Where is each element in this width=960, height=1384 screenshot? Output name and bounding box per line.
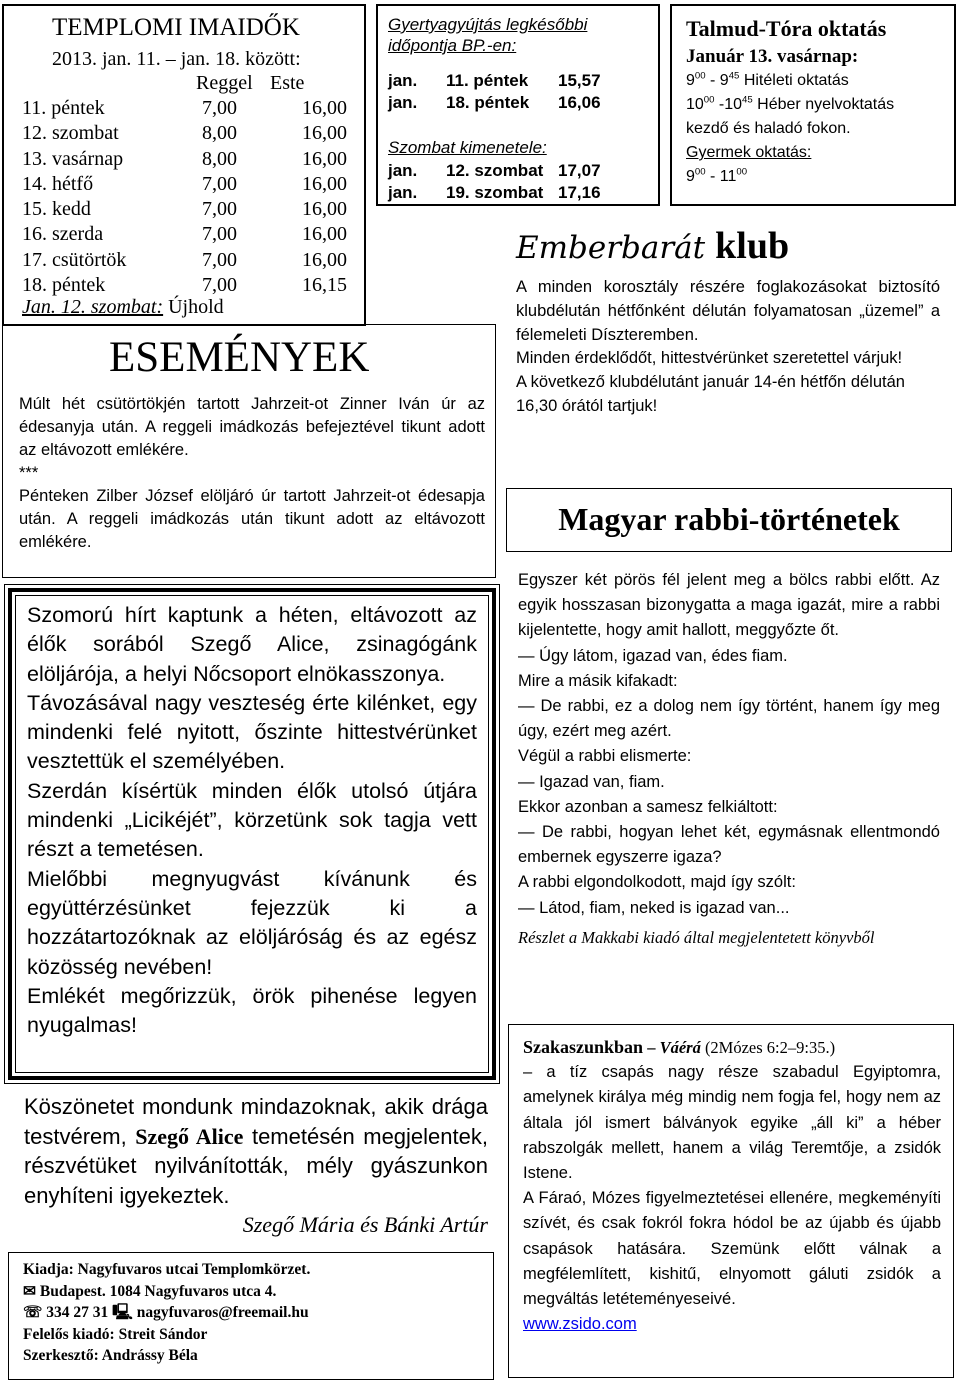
- computer-icon: 🖳: [108, 1304, 137, 1322]
- publisher-contact: ☏ 334 27 31 🖳 nagyfuvaros@freemail.hu: [23, 1304, 309, 1322]
- envelope-icon: ✉: [23, 1282, 40, 1300]
- schedule-box: [2, 4, 366, 326]
- thanks-name: Szegő Alice: [135, 1123, 244, 1149]
- parasha-paragraph-2: A Fáraó, Mózes figyelmeztetései ellenére, megkeményíti szívét, és csak fokról fokra hódol be az újabb és újabb csapások hatására. Szemünk előtt válnak a megfélemlített, kishitű, elnyomott gáluti zsidók a megváltás letéteményeseivé.: [523, 1189, 941, 1309]
- publisher-box: [8, 1252, 494, 1380]
- obituary-paragraph-3: Szerdán kísértük minden élők utolsó útjára mindenki „Licikéjét”, körzetünk sok tagja vett részt a temetésen.: [27, 778, 477, 862]
- story-line: Mire a másik kifakadt:: [518, 671, 678, 690]
- story-line: — Látod, fiam, neked is igazad van...: [518, 898, 790, 917]
- club-paragraph-1: A minden korosztály részére foglakozásokat biztosító klubdélután hétfőnként délután folyamatosan „üzemel” a félemeleti Díszteremben.: [516, 278, 940, 344]
- story-line: — De rabbi, hogyan lehet két, egymásnak ellentmondó embernek egyszerre igaza?: [518, 823, 940, 867]
- shabbat-out-rows: [388, 160, 601, 204]
- stories-title-box: [506, 488, 952, 552]
- story-source: Részlet a Makkabi kiadó által megjelentetett könyvből: [518, 927, 875, 947]
- publisher-body: [23, 1259, 310, 1367]
- publisher-editor: Szerkesztő: Andrássy Béla: [23, 1347, 198, 1365]
- obituary-body: [27, 601, 477, 1040]
- schedule-title: TEMPLOMI IMAIDŐK: [52, 14, 300, 41]
- stories-body: [518, 568, 940, 950]
- schedule-row: 17. csütörtök 7,00 16,00: [22, 248, 347, 271]
- shabbat-out-title: Szombat kimenetele:: [388, 138, 547, 157]
- club-paragraph-2: Minden érdeklődőt, hittestvérünket szeretettel várjuk!: [516, 349, 903, 368]
- talmud-line-1: $9^{00} - 9^{45}$ Hitéleti oktatás: [686, 70, 849, 89]
- candle-row: jan. 18. péntek 16,06: [388, 93, 601, 112]
- parasha-body: [523, 1035, 941, 1337]
- schedule-row: 18. péntek 7,00 16,15: [22, 274, 347, 297]
- phone-icon: ☏: [23, 1304, 47, 1322]
- obituary-paragraph-2: Távozásával nagy veszteség érte kilénket, egy mindenki felé nyitott, őszinte hittestvérünket vesztettük el személyében.: [27, 690, 477, 774]
- events-paragraph-1: Múlt hét csütörtökjén tartott Jahrzeit-ot Zinner Iván úr az édesanyja után. A reggeli imádkozás befejeztével tikunt adott az eltávozott emlékére.: [19, 395, 485, 459]
- schedule-row: 12. szombat 8,00 16,00: [22, 122, 347, 145]
- club-body: [516, 276, 940, 419]
- thanks-section: [24, 1092, 488, 1240]
- club-paragraph-3: A következő klubdélutánt január 14-én hétfőn délután 16,30 órától tartjuk!: [516, 373, 905, 415]
- events-separator: ***: [19, 464, 39, 482]
- kids-times: $9^{00} - 11^{00}$: [686, 166, 748, 185]
- story-line: A rabbi elgondolkodott, majd így szólt:: [518, 873, 796, 892]
- schedule-col-morning: Reggel: [196, 72, 253, 94]
- schedule-note-label: Jan. 12. szombat:: [22, 296, 164, 318]
- club-title: [516, 224, 940, 276]
- talmud-line-2: $10^{00}$ $-10^{45}$ Héber nyelvoktatás: [686, 94, 895, 113]
- club-title-script: Emberbarát: [516, 230, 706, 266]
- parasha-heading: Szakaszunkban – Váérá (2Mózes 6:2–9:35.): [523, 1037, 836, 1057]
- parasha-label: Szakaszunkban: [523, 1037, 644, 1057]
- publisher-email[interactable]: nagyfuvaros@freemail.hu: [136, 1304, 309, 1322]
- obituary-paragraph-4: Mielőbbi megnyugvást kívánunk és együttérzésünket fejezzük ki a hozzátartozóknak az elöljáróság és az egész közösség nevében!: [27, 866, 477, 979]
- story-line: Ekkor azonban a samesz felkiáltott:: [518, 797, 778, 816]
- candle-row: jan. 11. péntek 15,57: [388, 71, 601, 90]
- schedule-row: 14. hétfő 7,00 16,00: [22, 172, 347, 195]
- story-line: Egyszer két pörös fél jelent meg a bölcs rabbi előtt. Az egyik hosszasan bizonygatta a maga igazát, mire a rabbi kijelentette, hogy amit hallott, meggyőzte őt.: [518, 571, 940, 640]
- schedule-row: 16. szerda 7,00 16,00: [22, 223, 347, 246]
- story-line: — Úgy látom, igazad van, édes fiam.: [518, 646, 788, 665]
- story-line: — De rabbi, ez a dolog nem így történt, hanem így meg úgy, ezért meg azért.: [518, 697, 940, 741]
- events-box: [2, 324, 496, 578]
- candle-rows: [388, 70, 601, 114]
- story-line: Végül a rabbi elismerte:: [518, 747, 692, 766]
- club-section: [516, 224, 940, 419]
- schedule-table: [22, 96, 347, 298]
- events-body: [19, 393, 485, 554]
- schedule-range: 2013. jan. 11. – jan. 18. között:: [52, 48, 301, 70]
- schedule-row: 13. vasárnap 8,00 16,00: [22, 147, 347, 170]
- events-paragraph-2: Pénteken Zilber József elöljáró úr tartott Jahrzeit-ot édesapja után. A reggeli imádkozás után tikunt adott az eltávozott emlékére.: [19, 487, 485, 551]
- candle-title: Gyertyagyújtás legkésőbbi időpontja BP.-en:: [388, 15, 588, 55]
- parasha-ref: (2Mózes 6:2–9:35.): [700, 1038, 836, 1057]
- schedule-note: [22, 296, 224, 319]
- schedule-note-value: Újhold: [163, 296, 224, 318]
- obituary-paragraph-1: Szomorú hírt kaptunk a héten, eltávozott az élők sorából Szegő Alice, zsinagógánk elöljárója, a helyi Nőcsoport elnökasszonya.: [27, 603, 477, 686]
- schedule-row: 11. péntek 7,00 16,00: [22, 97, 347, 119]
- story-line: — Igazad van, fiam.: [518, 772, 665, 791]
- talmud-box: [670, 4, 956, 206]
- kids-title: Gyermek oktatás:: [686, 144, 812, 161]
- shabbat-out-row: jan. 12. szombat 17,07: [388, 161, 601, 180]
- publisher-address: ✉ Budapest. 1084 Nagyfuvaros utca 4.: [23, 1282, 277, 1300]
- club-title-bold: klub: [715, 225, 790, 267]
- talmud-title: Talmud-Tóra oktatás: [686, 16, 887, 41]
- publisher-responsible: Felelős kiadó: Streit Sándor: [23, 1325, 208, 1343]
- parasha-paragraph-1: – a tíz csapás nagy része szabadul Egyiptomra, amelynek királya még mindig nem fogja fel, hogy nem az általa jól ismert bálványok egyike „áll ki” a héber rabszolgák mellett, hanem a világ Teremtője, a zsidók Istene.: [523, 1063, 941, 1183]
- schedule-col-evening: Este: [270, 72, 305, 94]
- stories-title: Magyar rabbi-történetek: [558, 501, 900, 537]
- parasha-link[interactable]: www.zsido.com: [523, 1315, 637, 1334]
- thanks-signature: Szegő Mária és Bánki Artúr: [242, 1212, 488, 1237]
- parasha-name: Váérá: [659, 1038, 701, 1057]
- candle-box: [376, 4, 660, 206]
- talmud-day: Január 13. vasárnap:: [686, 46, 859, 67]
- schedule-row: 15. kedd 7,00 16,00: [22, 198, 347, 221]
- talmud-line-3: kezdő és haladó fokon.: [686, 120, 851, 137]
- parasha-box: [508, 1024, 954, 1378]
- publisher-line: Kiadja: Nagyfuvaros utcai Templomkörzet.: [23, 1261, 311, 1278]
- obituary-box: [4, 584, 500, 1084]
- obituary-paragraph-5: Emlékét megőrizzük, örök pihenése legyen nyugalmas!: [27, 983, 477, 1038]
- events-title: ESEMÉNYEK: [109, 334, 370, 381]
- shabbat-out-row: jan. 19. szombat 17,16: [388, 183, 601, 202]
- thanks-text: Köszönetet mondunk mindazoknak, akik drága testvérem, Szegő Alice temetésén megjelentek, részvétüket nyilvánították, mély gyászunkon enyhíteni igyekeztek.: [24, 1094, 488, 1208]
